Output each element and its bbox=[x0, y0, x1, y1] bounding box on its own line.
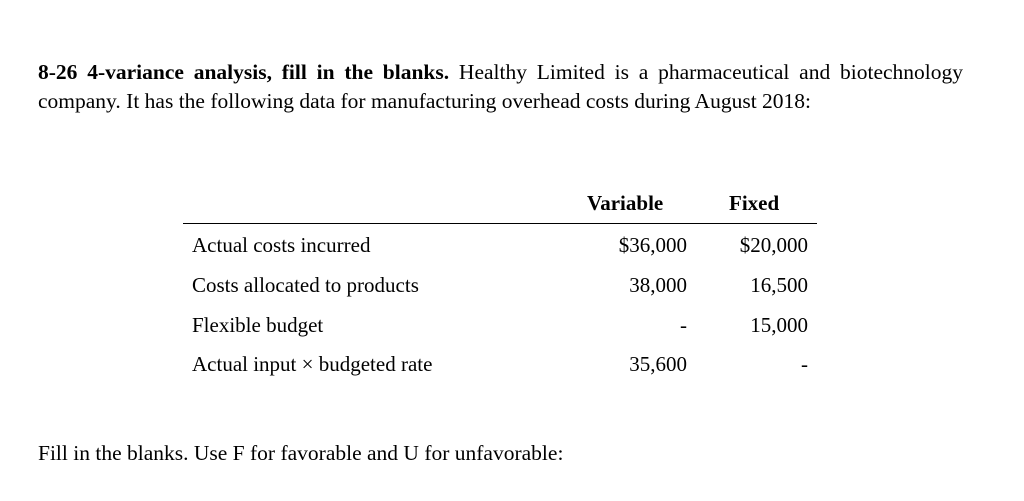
variable-cell: - bbox=[680, 313, 687, 337]
row-label: Actual input × budgeted rate bbox=[192, 352, 433, 376]
variable-cell: $36,000 bbox=[618, 233, 687, 257]
problem-body: Healthy Limited is a pharmaceutical and biotechnology company. It has the following data for manufacturing overhead costs during August 2018: bbox=[38, 60, 964, 113]
row-label: Flexible budget bbox=[192, 313, 324, 337]
table-row bbox=[183, 230, 817, 260]
header-divider bbox=[183, 223, 817, 224]
instruction-text: Fill in the blanks. Use F for favorable and U for unfavorable: bbox=[38, 441, 564, 465]
fixed-cell: 16,500 bbox=[750, 273, 808, 297]
row-label: Actual costs incurred bbox=[192, 233, 371, 257]
variable-cell: 38,000 bbox=[629, 273, 687, 297]
row-label: Costs allocated to products bbox=[192, 273, 419, 297]
fixed-cell: - bbox=[801, 352, 808, 376]
column-header-variable: Variable bbox=[587, 191, 664, 215]
column-header-fixed: Fixed bbox=[729, 191, 780, 215]
table-row bbox=[183, 349, 817, 379]
fixed-cell: 15,000 bbox=[750, 313, 808, 337]
problem-statement bbox=[38, 58, 963, 116]
table-row bbox=[183, 270, 817, 300]
variable-cell: 35,600 bbox=[629, 352, 687, 376]
problem-heading: 8-26 4-variance analysis, fill in the blanks. bbox=[38, 60, 450, 84]
table-row bbox=[183, 310, 817, 340]
fixed-cell: $20,000 bbox=[739, 233, 808, 257]
